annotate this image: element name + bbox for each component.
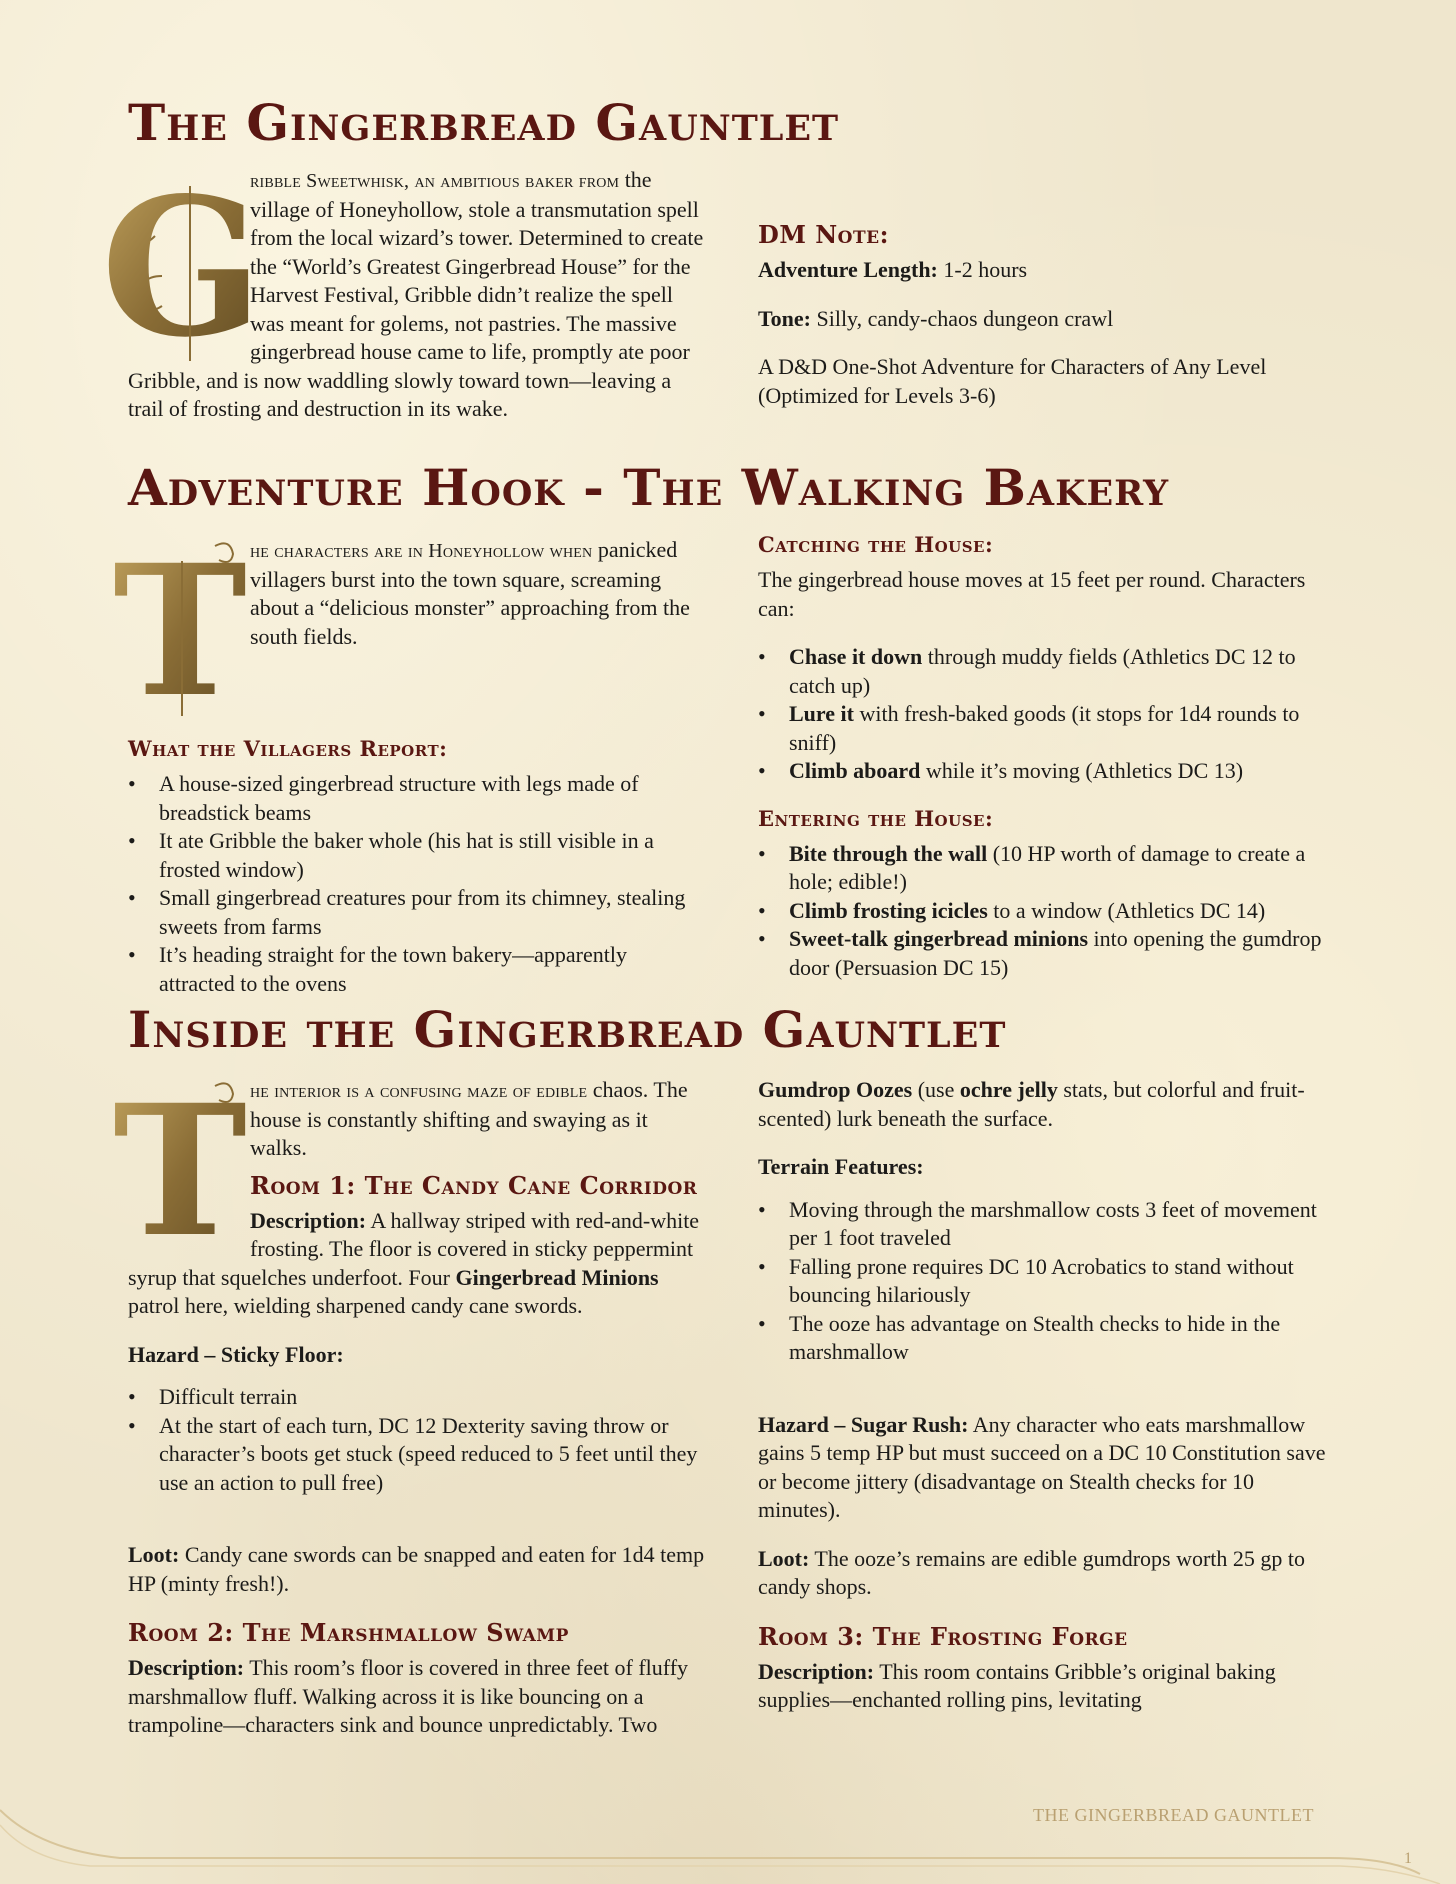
dm-note-heading: DM Note: — [758, 220, 889, 249]
inside-column-left — [113, 1066, 708, 1760]
list-item: • At the start of each turn, DC 12 Dexterity saving throw or character’s boots get stuck (speed reduced to 5 feet until they use an action to pull free) — [159, 1412, 708, 1498]
dropcap-g — [100, 156, 264, 379]
list-item: • A house-sized gingerbread structure with legs made of breadstick beams — [159, 770, 708, 827]
catching-intro: The gingerbread house moves at 15 feet per round. Characters can: — [758, 567, 1306, 621]
catching-list — [758, 643, 1338, 786]
list-item: • Chase it down through muddy fields (Athletics DC 12 to catch up) — [789, 643, 1338, 700]
svg-text:G: G — [100, 156, 264, 379]
list-item: • Falling prone requires DC 10 Acrobatics to stand without bouncing hilariously — [789, 1253, 1338, 1310]
section-title-inside: Inside the Gingerbread Gauntlet — [128, 1000, 1007, 1059]
room1-loot: Loot: Candy cane swords can be snapped and eaten for 1d4 temp HP (minty fresh!). — [128, 1542, 705, 1596]
room2-heading: Room 2: The Marshmallow Swamp — [128, 1618, 569, 1647]
room2-loot: Loot: The ooze’s remains are edible gumdrops worth 25 gp to candy shops. — [758, 1545, 1306, 1599]
list-item: • Climb aboard while it’s moving (Athletics DC 13) — [789, 757, 1338, 786]
inside-column-right — [758, 1076, 1338, 1735]
hook-column-right — [758, 530, 1338, 1000]
room2-description: Description: This room’s floor is covered in three feet of fluffy marshmallow fluff. Walking across it is like bouncing on a trampoline—characters sink and bounce unpredictably. Two — [128, 1655, 689, 1737]
room1-hazard-list — [128, 1383, 708, 1497]
dm-note-column — [758, 166, 1338, 430]
list-item: • Lure it with fresh-baked goods (it stops for 1d4 rounds to sniff) — [789, 700, 1338, 757]
room1-heading: Room 1: The Candy Cane Corridor — [250, 1170, 698, 1200]
list-item: • It’s heading straight for the town bakery—apparently attracted to the ovens — [159, 941, 708, 998]
adventure-tagline: A D&D One-Shot Adventure for Characters of Any Level (Optimized for Levels 3-6) — [758, 354, 1267, 408]
terrain-features-label: Terrain Features: — [758, 1154, 924, 1179]
page-title: The Gingerbread Gauntlet — [128, 93, 840, 152]
adventure-tone: Tone: Silly, candy-chaos dungeon crawl — [758, 305, 1114, 331]
section-title-hook: Adventure Hook - The Walking Bakery — [128, 458, 1170, 517]
footer-title: THE GINGERBREAD GAUNTLET — [1033, 1805, 1314, 1825]
villagers-report-heading: What the Villagers Report: — [128, 736, 448, 761]
hook-column-left — [113, 526, 708, 1016]
svg-text:T: T — [113, 1066, 247, 1277]
footer-ornament — [0, 1770, 1456, 1884]
adventure-length: Adventure Length: 1-2 hours — [758, 257, 1028, 282]
list-item: • It ate Gribble the baker whole (his hat is still visible in a frosted window) — [159, 827, 708, 884]
list-item: • Bite through the wall (10 HP worth of damage to create a hole; edible!) — [789, 840, 1338, 897]
room3-heading: Room 3: The Frosting Forge — [758, 1621, 1128, 1651]
list-item: • Climb frosting icicles to a window (Athletics DC 14) — [789, 897, 1338, 926]
intro-column-left — [100, 156, 708, 444]
dropcap-t — [113, 1066, 247, 1277]
svg-text:T: T — [113, 526, 247, 737]
list-item: • Small gingerbread creatures pour from its chimney, stealing sweets from farms — [159, 884, 708, 941]
page-number: 1 — [1404, 1850, 1412, 1867]
room3-description: Description: This room contains Gribble’s original baking supplies—enchanted rolling pins, levitating — [758, 1658, 1276, 1712]
entering-heading: Entering the House: — [758, 805, 994, 831]
entering-list — [758, 840, 1338, 983]
terrain-features-list — [758, 1196, 1338, 1367]
room2-hazard: Hazard – Sugar Rush: Any character who eats marshmallow gains 5 temp HP but must succeed on a DC 10 Constitution save or become jittery (disadvantage on Stealth checks for 10 minutes). — [758, 1411, 1326, 1522]
hook-intro: he characters are in Honeyhollow when panicked villagers burst into the town square, screaming about a “delicious monster” approaching from the south fields. — [250, 537, 690, 649]
list-item: • The ooze has advantage on Stealth checks to hide in the marshmallow — [789, 1310, 1338, 1367]
room2-oozes: Gumdrop Oozes (use ochre jelly stats, but colorful and fruit-scented) lurk beneath the surface. — [758, 1077, 1305, 1131]
inside-intro: he interior is a confusing maze of edible chaos. The house is constantly shifting and swaying as it walks. — [250, 1077, 688, 1160]
intro-paragraph: ribble Sweetwhisk, an ambitious baker from the village of Honeyhollow, stole a transmutation spell from the local wizard’s tower. Determined to create the “World’s Greatest Gingerbread House” for the Harvest Festival, Gribble didn’t realize the spell was meant for golems, not pastries. The massive gingerbread house came to life, promptly ate poor Gribble, and is now waddling slowly toward town—leaving a trail of frosting and destruction in its wake. — [128, 167, 704, 421]
dropcap-t — [113, 526, 247, 737]
villagers-report-list — [128, 770, 708, 998]
list-item: • Moving through the marshmallow costs 3 feet of movement per 1 foot traveled — [789, 1196, 1338, 1253]
list-item: • Sweet-talk gingerbread minions into opening the gumdrop door (Persuasion DC 15) — [789, 925, 1338, 982]
catching-heading: Catching the House: — [758, 532, 994, 557]
room1-hazard-label: Hazard – Sticky Floor: — [128, 1341, 344, 1367]
list-item: • Difficult terrain — [159, 1383, 708, 1412]
room1-description: Description: A hallway striped with red-and-white frosting. The floor is covered in sticky peppermint syrup that squelches underfoot. Four Gingerbread Minions patrol here, wielding sharpened candy cane swords. — [128, 1207, 700, 1318]
